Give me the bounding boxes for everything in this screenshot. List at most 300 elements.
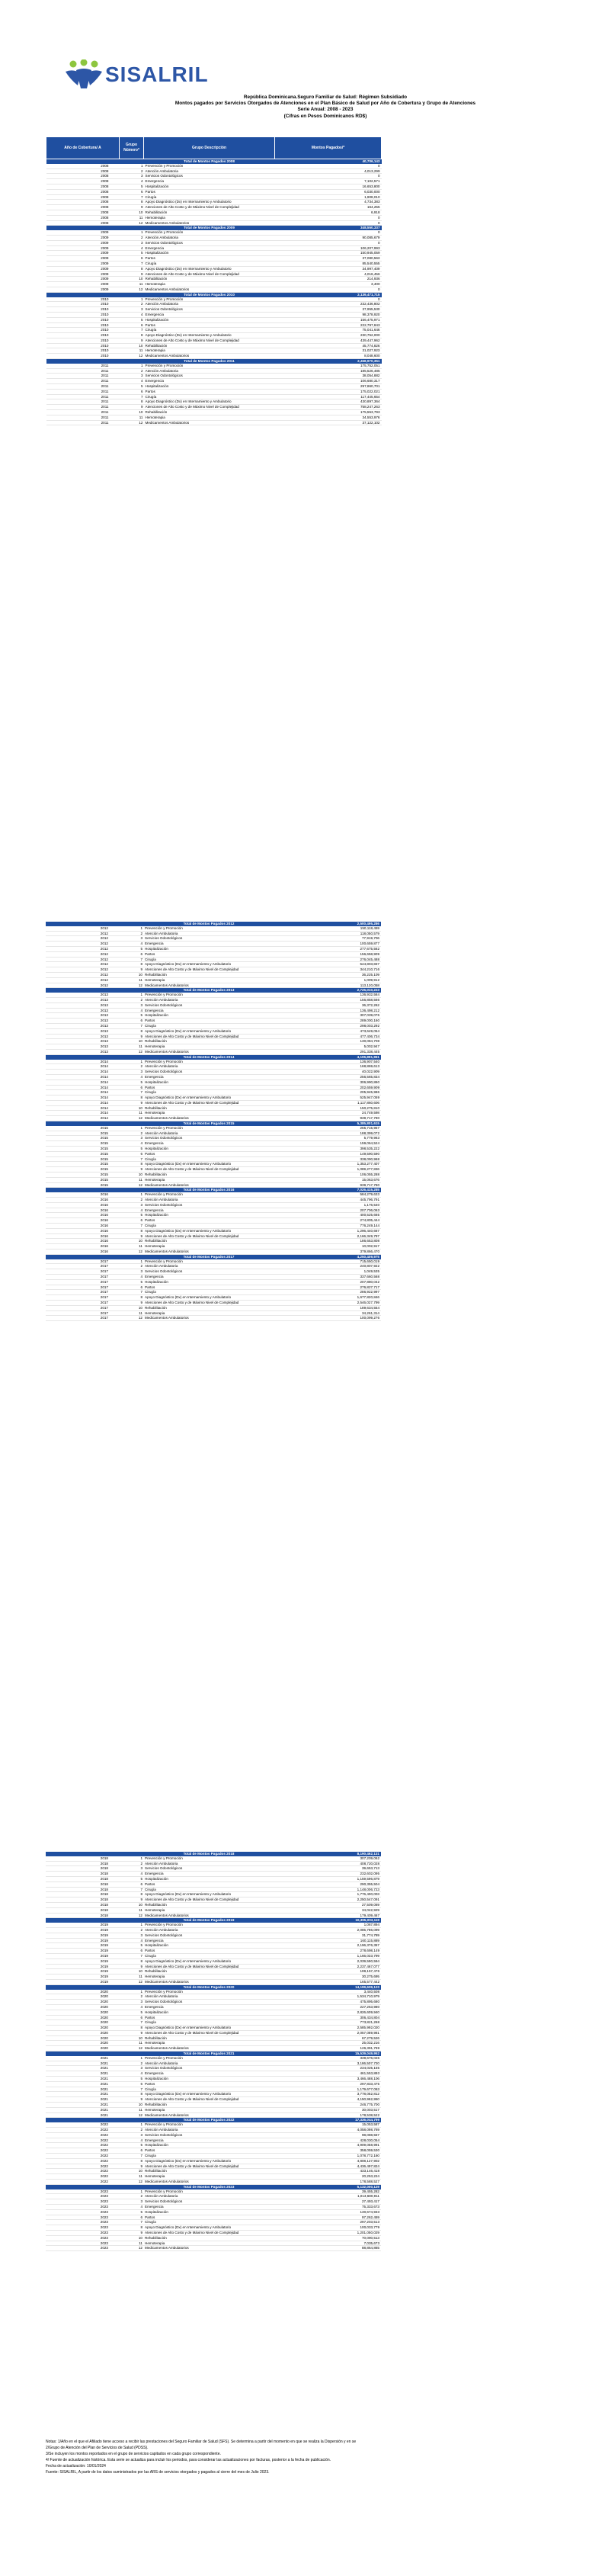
group-description-cell: Atenciones de Alto Costo y de Máximo Nivel de Complejidad <box>143 2164 274 2169</box>
amount-cell: 3,400 <box>275 282 382 287</box>
table-row <box>46 1310 381 1316</box>
amount-cell: 344,210,716 <box>274 967 381 973</box>
table-row <box>46 256 382 261</box>
table-row <box>46 2015 381 2020</box>
table-row <box>46 2000 381 2005</box>
year-cell: 2023 <box>46 2199 119 2205</box>
table-row <box>46 1250 381 1255</box>
year-cell: 2019 <box>46 1964 119 1969</box>
group-number-cell: 3 <box>119 2199 143 2205</box>
table-row <box>46 1085 381 1090</box>
group-description-cell: Prevención y Promoción <box>143 1856 274 1861</box>
table-row <box>46 1994 381 2000</box>
table-row <box>46 1100 381 1105</box>
group-description-cell: Cirugía <box>143 2220 274 2225</box>
year-cell: 2011 <box>46 364 120 368</box>
table-row <box>46 2148 381 2154</box>
group-number-cell: 6 <box>119 2081 143 2087</box>
table-row <box>46 931 381 936</box>
table-row <box>46 205 382 210</box>
group-number-cell: 4 <box>120 312 144 317</box>
amount-cell: 339,676,026 <box>274 2056 381 2061</box>
amount-cell: 1,176,540 <box>274 1202 381 1208</box>
table-row <box>46 1269 381 1275</box>
group-number-cell: 3 <box>119 1866 143 1872</box>
group-description-cell: Atención Ambulatoria <box>143 2061 274 2066</box>
group-number-cell: 7 <box>119 1090 143 1096</box>
group-number-cell: 3 <box>120 307 144 313</box>
group-description-cell: Emergencia <box>144 379 275 384</box>
table-row <box>46 1151 381 1156</box>
group-number-cell: 4 <box>119 942 143 947</box>
group-number-cell: 9 <box>119 1964 143 1969</box>
year-cell: 2019 <box>46 1927 119 1933</box>
payments-table <box>46 1852 381 2251</box>
group-description-cell: Rehabilitación <box>144 343 275 348</box>
group-number-cell: 6 <box>120 256 144 261</box>
table-row <box>46 1239 381 1244</box>
group-description-cell: Apoyo Diagnóstico (Dx) en Internamiento y Ambulatorio <box>143 1162 274 1167</box>
amount-cell: 4,013,299 <box>275 168 382 174</box>
amount-cell: 1,179,677,063 <box>274 2087 381 2092</box>
table-row <box>46 1019 381 1024</box>
amount-cell: 0 <box>275 220 382 226</box>
amount-cell: 126,391,769 <box>274 2046 381 2051</box>
amount-cell: 40,022,909 <box>274 1070 381 1075</box>
year-cell: 2018 <box>46 1856 119 1861</box>
group-number-cell: 4 <box>119 1274 143 1279</box>
table-row <box>46 379 382 384</box>
table-row <box>46 936 381 942</box>
column-header: Grupo Descripción <box>144 137 275 159</box>
table-row <box>46 410 382 415</box>
amount-cell: 199,157,476 <box>274 1969 381 1975</box>
group-description-cell: Atención Ambulatoria <box>144 368 275 374</box>
table-row <box>46 1198 381 1203</box>
year-cell: 2014 <box>46 1079 119 1085</box>
table-row <box>46 2194 381 2199</box>
group-number-cell: 5 <box>119 1147 143 1152</box>
group-description-cell: Atenciones de Alto Costo y de Máximo Nivel de Complejidad <box>143 1167 274 1173</box>
group-description-cell: Partos <box>144 322 275 328</box>
group-description-cell: Medicamentos Ambulatorios <box>144 354 275 359</box>
group-number-cell: 8 <box>119 2026 143 2031</box>
group-description-cell: Prevención y Promoción <box>143 993 274 997</box>
table-row <box>46 2103 381 2108</box>
group-number-cell: 5 <box>119 1213 143 1218</box>
group-number-cell: 9 <box>119 2030 143 2035</box>
year-cell: 2010 <box>46 338 120 343</box>
amount-cell: 31,774,789 <box>274 1933 381 1938</box>
table-row <box>46 1173 381 1178</box>
table-row <box>46 1070 381 1075</box>
group-number-cell: 2 <box>119 1198 143 1203</box>
group-description-cell: Cirugía <box>143 2020 274 2026</box>
year-cell: 2021 <box>46 2097 119 2103</box>
group-number-cell: 11 <box>119 1975 143 1980</box>
group-description-cell: Cirugía <box>143 1290 274 1295</box>
amount-cell: 27,493,417 <box>274 2199 381 2205</box>
group-description-cell: Medicamentos Ambulatorios <box>144 287 275 292</box>
group-description-cell: Hospitalización <box>144 251 275 256</box>
amount-cell: 39,455,282 <box>274 2189 381 2194</box>
group-description-cell: Emergencia <box>143 1008 274 1013</box>
group-description-cell: Hemoterapia <box>143 1907 274 1913</box>
year-total-value: 4,106,891,961 <box>274 1054 381 1059</box>
amount-cell: 477,406,734 <box>274 1034 381 1039</box>
year-cell: 2022 <box>46 2148 119 2154</box>
table-row <box>46 2132 381 2138</box>
year-cell: 2017 <box>46 1310 119 1316</box>
amount-cell: 0 <box>275 230 382 235</box>
year-cell: 2023 <box>46 2215 119 2220</box>
year-cell: 2009 <box>46 240 120 245</box>
group-description-cell: Medicamentos Ambulatorios <box>143 1913 274 1918</box>
group-description-cell: Prevención y Promoción <box>143 926 274 931</box>
amount-cell: 2,085,786,099 <box>274 1927 381 1933</box>
amount-cell: 207,706,063 <box>274 1208 381 1213</box>
amount-cell: 97,262,459 <box>274 2215 381 2220</box>
group-number-cell: 12 <box>119 1979 143 1984</box>
table-row <box>46 271 382 277</box>
year-cell: 2021 <box>46 2107 119 2112</box>
group-number-cell: 12 <box>119 1116 143 1121</box>
title-line: (Cifras en Pesos Dominicanos RD$) <box>283 113 367 119</box>
table-row <box>46 1958 381 1964</box>
group-description-cell: Apoyo Diagnóstico (Dx) en Internamiento y Ambulatorio <box>143 2092 274 2097</box>
group-number-cell: 3 <box>119 2132 143 2138</box>
group-number-cell: 8 <box>119 1958 143 1964</box>
group-number-cell: 10 <box>119 2169 143 2174</box>
group-description-cell: Atenciones de Alto Costo y de Máximo Nivel de Complejidad <box>144 338 275 343</box>
group-description-cell: Apoyo Diagnóstico (Dx) en Internamiento y Ambulatorio <box>144 200 275 205</box>
table-row <box>46 1285 381 1290</box>
group-number-cell: 4 <box>119 1938 143 1943</box>
year-cell: 2012 <box>46 977 119 983</box>
year-cell: 2022 <box>46 2122 119 2127</box>
amount-cell: 338,090,968 <box>274 1156 381 1162</box>
table-row <box>46 1969 381 1975</box>
amount-cell: 37,955,530 <box>275 307 382 313</box>
year-cell: 2010 <box>46 302 120 307</box>
footnote: 3/Se incluyen los montos reportados en el grupo de servicios capitados en cada grupo correspondiente. <box>46 2452 221 2456</box>
group-description-cell: Partos <box>143 1949 274 1954</box>
year-cell: 2011 <box>46 374 120 379</box>
group-number-cell: 7 <box>120 328 144 333</box>
table-row <box>46 1949 381 1954</box>
group-number-cell: 12 <box>119 1182 143 1188</box>
group-description-cell: Partos <box>143 951 274 957</box>
year-cell: 2022 <box>46 2132 119 2138</box>
group-description-cell: Prevención y Promoción <box>143 1259 274 1264</box>
group-number-cell: 3 <box>120 240 144 245</box>
table-row <box>46 1156 381 1162</box>
group-number-cell: 1 <box>119 993 143 997</box>
amount-cell: 6,030,000 <box>275 189 382 194</box>
year-cell: 2021 <box>46 2071 119 2077</box>
table-row <box>46 2235 381 2241</box>
group-description-cell: Emergencia <box>144 179 275 184</box>
group-number-cell: 1 <box>120 364 144 368</box>
year-total-label: Total de Montos Pagados 2020 <box>143 1984 274 1989</box>
group-number-cell: 6 <box>119 2148 143 2154</box>
group-number-cell: 12 <box>120 354 144 359</box>
group-number-cell: 4 <box>119 1074 143 1079</box>
group-description-cell: Hemoterapia <box>143 2041 274 2046</box>
group-description-cell: Hemoterapia <box>143 1044 274 1050</box>
table-row <box>46 200 382 205</box>
amount-cell: 156,858,566 <box>274 997 381 1002</box>
group-description-cell: Partos <box>143 1085 274 1090</box>
table-section-3 <box>46 1852 381 2251</box>
group-number-cell: 6 <box>120 389 144 394</box>
amount-cell: 290,355,504 <box>274 1881 381 1887</box>
amount-cell: 544,803,837 <box>274 962 381 967</box>
table-row <box>46 2220 381 2225</box>
year-cell: 2020 <box>46 2030 119 2035</box>
group-description-cell: Hemoterapia <box>143 1310 274 1316</box>
year-cell: 2023 <box>46 2194 119 2199</box>
group-number-cell: 5 <box>120 251 144 256</box>
group-number-cell: 1 <box>119 1923 143 1927</box>
year-cell: 2010 <box>46 297 120 302</box>
title-line: República Dominicana.Seguro Familiar de Salud: Régimen Subsidiado <box>243 95 408 100</box>
amount-cell: 136,932,584 <box>274 993 381 997</box>
table-row <box>46 1116 381 1121</box>
year-cell: 2021 <box>46 2103 119 2108</box>
group-description-cell: Emergencia <box>143 2004 274 2010</box>
group-description-cell: Atención Ambulatoria <box>143 1994 274 2000</box>
year-cell: 2019 <box>46 1975 119 1980</box>
amount-cell: 4,909,058,991 <box>274 2143 381 2148</box>
amount-cell: 117,445,654 <box>275 394 382 399</box>
group-number-cell: 4 <box>119 2204 143 2209</box>
table-row <box>46 420 382 425</box>
group-description-cell: Rehabilitación <box>143 1305 274 1310</box>
table-row <box>46 215 382 220</box>
year-cell: 2023 <box>46 2204 119 2209</box>
year-cell: 2015 <box>46 1126 119 1131</box>
group-description-cell: Hospitalización <box>143 2143 274 2148</box>
group-description-cell: Cirugía <box>143 2087 274 2092</box>
year-cell: 2018 <box>46 1866 119 1872</box>
amount-cell: 70,090,513 <box>274 2235 381 2241</box>
group-description-cell: Hospitalización <box>143 1147 274 1152</box>
year-cell: 2009 <box>46 251 120 256</box>
table-row <box>46 261 382 266</box>
group-description-cell: Atención Ambulatoria <box>143 1064 274 1070</box>
group-description-cell: Hemoterapia <box>144 282 275 287</box>
group-number-cell: 9 <box>120 205 144 210</box>
table-header-row <box>46 137 382 159</box>
group-number-cell: 6 <box>119 2015 143 2020</box>
amount-cell: 445,796,791 <box>274 1198 381 1203</box>
table-row <box>46 2215 381 2220</box>
amount-cell: 297,860,701 <box>275 384 382 390</box>
amount-cell: 715,650,019 <box>274 1259 381 1264</box>
table-row <box>46 343 382 348</box>
group-number-cell: 4 <box>119 1872 143 1877</box>
group-number-cell: 2 <box>119 2128 143 2133</box>
year-total-value: 2,725,010,223 <box>274 988 381 993</box>
group-number-cell: 8 <box>119 2225 143 2231</box>
group-number-cell: 1 <box>119 2122 143 2127</box>
group-description-cell: Cirugía <box>143 1887 274 1892</box>
group-number-cell: 6 <box>120 322 144 328</box>
group-description-cell: Hemoterapia <box>143 1177 274 1182</box>
group-description-cell: Medicamentos Ambulatorios <box>143 1182 274 1188</box>
group-description-cell: Emergencia <box>143 1274 274 1279</box>
group-description-cell: Hemoterapia <box>143 1975 274 1980</box>
table-row <box>46 2180 381 2185</box>
group-number-cell: 8 <box>119 2158 143 2164</box>
year-cell: 2011 <box>46 394 120 399</box>
table-row <box>46 1979 381 1984</box>
table-row <box>46 1162 381 1167</box>
group-description-cell: Emergencia <box>144 245 275 251</box>
group-number-cell: 8 <box>119 1096 143 1101</box>
amount-cell: 227,263,980 <box>274 2004 381 2010</box>
table-row <box>46 1913 381 1918</box>
amount-cell: 298,003,292 <box>274 1023 381 1028</box>
year-cell: 2013 <box>46 1013 119 1019</box>
amount-cell: 160,115,889 <box>274 1938 381 1943</box>
year-cell: 2015 <box>46 1131 119 1136</box>
year-cell: 2022 <box>46 2128 119 2133</box>
year-total-value: 4,250,409,975 <box>274 1254 381 1259</box>
table-row <box>46 317 382 322</box>
amount-cell: 178,538,522 <box>274 2112 381 2118</box>
group-description-cell: Atención Ambulatoria <box>144 168 275 174</box>
logo-text: SISALRIL <box>105 63 209 86</box>
amount-cell: 36,225,109 <box>274 972 381 977</box>
group-number-cell: 2 <box>119 997 143 1002</box>
year-cell: 2020 <box>46 2035 119 2041</box>
group-number-cell: 2 <box>120 302 144 307</box>
year-cell: 2015 <box>46 1136 119 1141</box>
table-row <box>46 1079 381 1085</box>
table-row <box>46 307 382 313</box>
group-number-cell: 3 <box>119 936 143 942</box>
group-number-cell: 1 <box>119 2189 143 2194</box>
amount-cell: 75,333,673 <box>274 2204 381 2209</box>
year-cell: 2020 <box>46 2004 119 2010</box>
amount-cell: 164,255 <box>275 205 382 210</box>
table-row <box>46 184 382 189</box>
group-number-cell: 3 <box>119 1136 143 1141</box>
amount-cell: 400,525,665 <box>274 1213 381 1218</box>
amount-cell: 3,466,488,106 <box>274 2077 381 2082</box>
group-number-cell: 2 <box>120 235 144 240</box>
year-cell: 2010 <box>46 328 120 333</box>
table-row <box>46 2199 381 2205</box>
year-cell: 2009 <box>46 261 120 266</box>
table-row <box>46 2041 381 2046</box>
table-row <box>46 2154 381 2159</box>
table-row <box>46 1898 381 1903</box>
amount-cell: 1,067,894 <box>274 1923 381 1927</box>
table-row <box>46 1039 381 1044</box>
year-cell: 2011 <box>46 420 120 425</box>
table-row <box>46 1975 381 1980</box>
year-cell: 2011 <box>46 410 120 415</box>
group-description-cell: Servicios Odontológicos <box>144 374 275 379</box>
table-row <box>46 997 381 1002</box>
year-cell: 2010 <box>46 312 120 317</box>
year-total-label: Total de Montos Pagados 2019 <box>143 1918 274 1923</box>
year-cell: 2008 <box>46 174 120 179</box>
year-total-value: 2,500,495,286 <box>274 922 381 926</box>
group-number-cell: 6 <box>119 2215 143 2220</box>
footnote: Fecha de actualización: 10/01/2024 <box>46 2464 106 2469</box>
table-row <box>46 1872 381 1877</box>
group-description-cell: Servicios Odontológicos <box>143 936 274 942</box>
group-number-cell: 3 <box>119 1202 143 1208</box>
amount-cell: 475,895,680 <box>274 2000 381 2005</box>
year-cell: 2012 <box>46 957 119 962</box>
table-row <box>46 2174 381 2180</box>
amount-cell: 136,907,540 <box>274 1060 381 1064</box>
table-row <box>46 1264 381 1269</box>
group-number-cell: 4 <box>119 2138 143 2143</box>
group-number-cell: 7 <box>119 2087 143 2092</box>
group-number-cell: 5 <box>119 2143 143 2148</box>
table-row <box>46 2092 381 2097</box>
group-number-cell: 8 <box>119 1162 143 1167</box>
amount-cell: 408,720,028 <box>274 1861 381 1866</box>
group-description-cell: Medicamentos Ambulatorios <box>143 2112 274 2118</box>
year-cell: 2010 <box>46 348 120 354</box>
year-cell: 2010 <box>46 343 120 348</box>
amount-cell: 205,945,986 <box>274 1090 381 1096</box>
amount-cell: 179,409,467 <box>274 1913 381 1918</box>
amount-cell: 100,033,779 <box>274 2225 381 2231</box>
year-cell: 2011 <box>46 399 120 405</box>
year-cell: 2014 <box>46 1105 119 1111</box>
year-cell: 2019 <box>46 1979 119 1984</box>
year-cell: 2021 <box>46 2056 119 2061</box>
group-description-cell: Partos <box>144 256 275 261</box>
amount-cell: 1,013,680,911 <box>274 2194 381 2199</box>
year-cell: 2020 <box>46 2015 119 2020</box>
amount-cell: 7,102,571 <box>275 179 382 184</box>
table-row <box>46 1002 381 1008</box>
group-number-cell: 5 <box>119 1079 143 1085</box>
amount-cell: 3,440,508 <box>274 1990 381 1994</box>
group-description-cell: Prevención y Promoción <box>143 2189 274 2194</box>
group-description-cell: Hospitalización <box>143 1213 274 1218</box>
group-number-cell: 5 <box>120 384 144 390</box>
group-description-cell: Medicamentos Ambulatorios <box>143 2046 274 2051</box>
table-row <box>46 1064 381 1070</box>
year-cell: 2021 <box>46 2066 119 2071</box>
amount-cell: 5,779,963 <box>274 1136 381 1141</box>
amount-cell: 291,338,445 <box>274 1049 381 1054</box>
amount-cell: 430,897,364 <box>275 399 382 405</box>
table-row <box>46 2020 381 2026</box>
year-cell: 2010 <box>46 322 120 328</box>
group-number-cell: 10 <box>119 1305 143 1310</box>
year-cell: 2013 <box>46 1023 119 1028</box>
amount-cell: 2,585,992,020 <box>274 2026 381 2031</box>
amount-cell: 2,237,467,077 <box>274 1964 381 1969</box>
group-description-cell: Cirugía <box>143 1156 274 1162</box>
group-number-cell: 4 <box>119 1208 143 1213</box>
group-description-cell: Servicios Odontológicos <box>143 2199 274 2205</box>
year-cell: 2017 <box>46 1279 119 1285</box>
group-description-cell: Atenciones de Alto Costo y de Máximo Nivel de Complejidad <box>144 271 275 277</box>
group-description-cell: Rehabilitación <box>143 1902 274 1907</box>
